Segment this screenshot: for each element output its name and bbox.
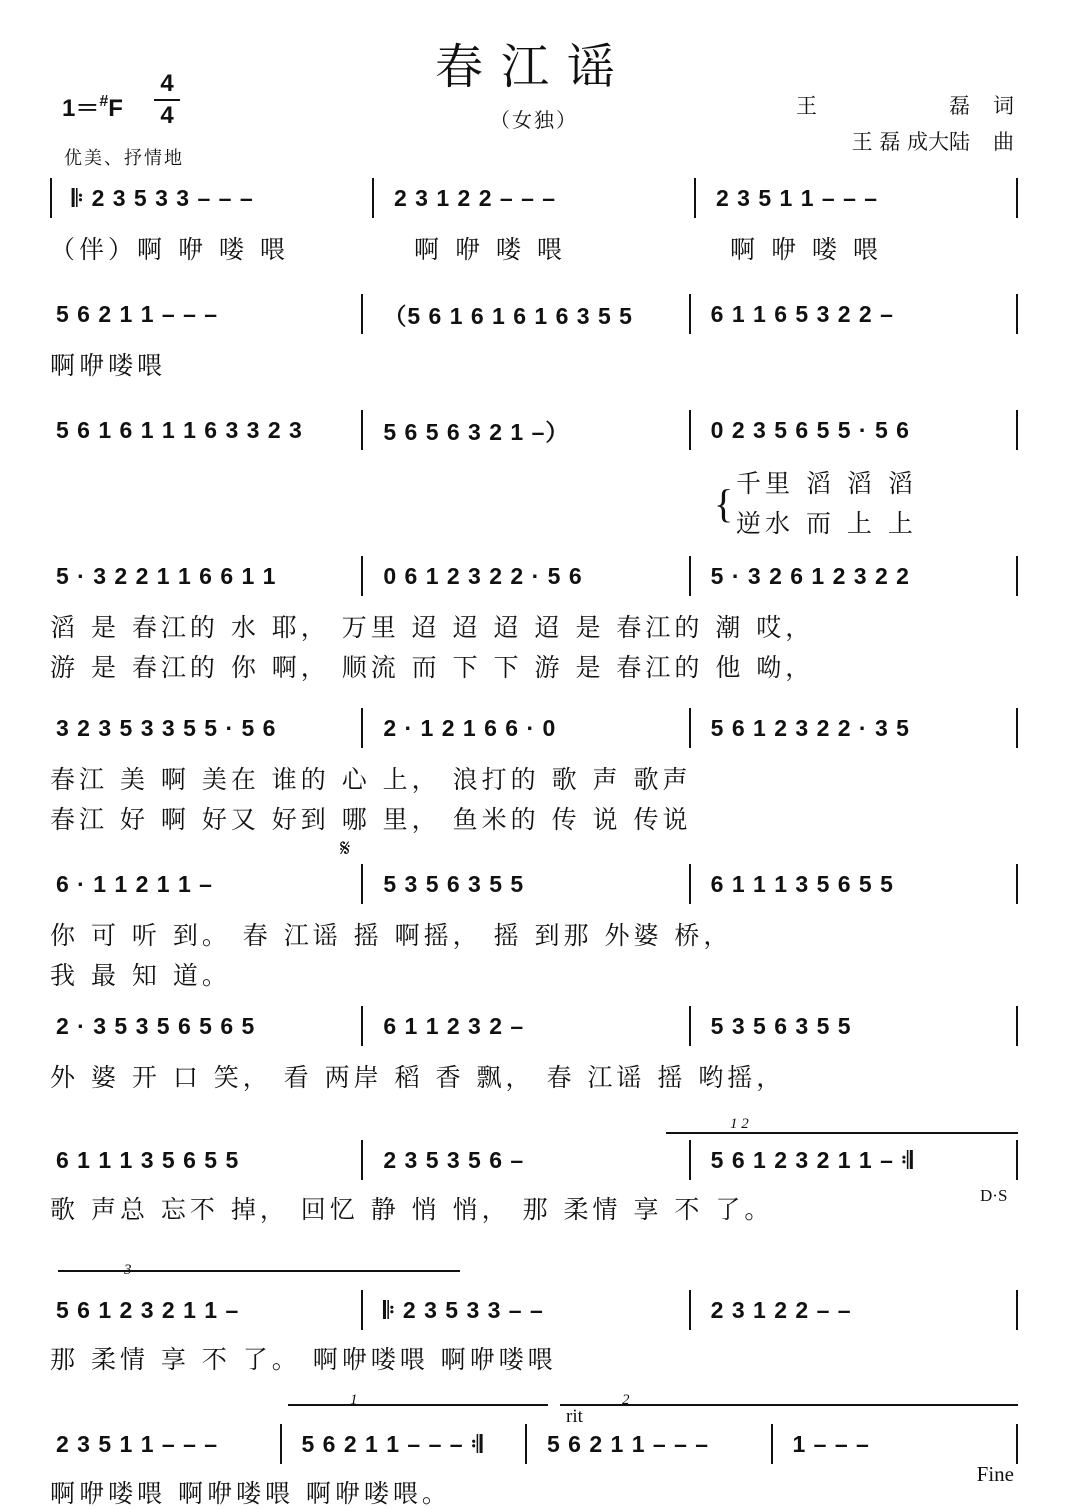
notation-line [50, 292, 1018, 336]
measure: 5 6 5 6 3 2 1 –） [383, 418, 570, 445]
tempo-marking: 优美、抒情地 [64, 148, 184, 169]
measure: 𝄆 2 3 5 3 3 – – [383, 1296, 544, 1323]
barline [689, 410, 691, 450]
barline [525, 1424, 527, 1464]
barline [280, 1424, 282, 1464]
volta-label: 3 [124, 1262, 132, 1278]
lyric-line: 滔 是 春江的 水 耶， 万里 迢 迢 迢 迢 是 春江的 潮 哎， [50, 613, 815, 642]
staff-system-9 [50, 1262, 1018, 1376]
notation-line [50, 554, 1018, 598]
composer-names: 王 磊 成大陆 [851, 130, 970, 154]
volta-bracket-1 [288, 1404, 548, 1406]
key-letter: F [108, 95, 123, 122]
staff-system-1 [50, 176, 1018, 276]
lyric-line: （伴）啊 咿 喽 喂 [50, 235, 289, 264]
notation-line [50, 862, 1018, 906]
notation-line [50, 1138, 1018, 1182]
song-subtitle: （女独） [490, 108, 578, 132]
notation-line [50, 408, 1018, 452]
barline [689, 708, 691, 748]
barline [689, 1140, 691, 1180]
staff-system-10 [50, 1392, 1018, 1508]
lyricist-credit [796, 88, 1014, 124]
lyric-line: 千里 滔 滔 滔 [736, 469, 917, 498]
barline [1016, 1290, 1018, 1330]
measure: 2 · 1 2 1 6 6 · 0 [383, 714, 557, 741]
barline [361, 410, 363, 450]
measure: 𝄆 2 3 5 3 3 – – – [72, 184, 254, 211]
measure: 2 3 5 1 1 – – – [716, 184, 879, 211]
measure: 5 6 1 6 1 1 1 6 3 3 2 3 [56, 416, 303, 443]
staff-system-2 [50, 292, 1018, 392]
key-sharp: # [99, 93, 109, 110]
measure: 2 3 5 3 5 6 – [383, 1146, 525, 1173]
staff-system-6 [50, 836, 1018, 990]
barline [689, 1290, 691, 1330]
barline [361, 1290, 363, 1330]
staff-system-7 [50, 1004, 1018, 1104]
measure: 5 · 3 2 6 1 2 3 2 2 [710, 562, 910, 589]
barline [1016, 1006, 1018, 1046]
barline [1016, 1140, 1018, 1180]
barline [50, 178, 52, 218]
barline [361, 708, 363, 748]
measure: 2 3 1 2 2 – – – [394, 184, 557, 211]
barline [361, 1140, 363, 1180]
lyricist-name-2: 磊 [949, 94, 970, 118]
verse-brace: { [714, 481, 734, 526]
measure: 5 3 5 6 3 5 5 [710, 1012, 852, 1039]
time-signature-bottom: 4 [160, 102, 174, 129]
lyric-line: 歌 声总 忘不 掉， 回忆 静 悄 悄， 那 柔情 享 不 了。 [50, 1195, 774, 1224]
volta-bracket [666, 1132, 1018, 1134]
barline [361, 294, 363, 334]
measure: 3 2 3 5 3 3 5 5 · 5 6 [56, 714, 277, 741]
barline [689, 1006, 691, 1046]
measure: 0 6 1 2 3 2 2 · 5 6 [383, 562, 583, 589]
barline [1016, 410, 1018, 450]
measure: 5 6 2 1 1 – – – [547, 1430, 710, 1457]
measure: 5 6 1 2 3 2 1 1 – 𝄇 [710, 1146, 914, 1173]
volta-label: 1 2 [730, 1116, 749, 1132]
measure: 2 · 3 5 3 5 6 5 6 5 [56, 1012, 256, 1039]
lyric-line: 啊咿喽喂 [50, 351, 167, 380]
notation-line [50, 706, 1018, 750]
staff-system-4 [50, 554, 1018, 684]
measure: 5 6 1 2 3 2 1 1 – [56, 1296, 240, 1323]
measure: 6 1 1 2 3 2 – [383, 1012, 525, 1039]
fine-marking: Fine [976, 1462, 1014, 1486]
barline [1016, 556, 1018, 596]
lyric-line: 逆水 而 上 上 [736, 509, 917, 538]
barline [361, 1006, 363, 1046]
measure: （5 6 1 6 1 6 1 6 3 5 5 [383, 302, 633, 329]
measure: 5 6 1 2 3 2 2 · 3 5 [710, 714, 910, 741]
key-prefix: 1＝ [62, 95, 100, 122]
ritardando-mark: rit [566, 1406, 583, 1427]
measure: 1 – – – [792, 1430, 870, 1457]
measure: 5 6 2 1 1 – – – [56, 300, 219, 327]
song-title: 春江谣 [434, 39, 633, 95]
barline [771, 1424, 773, 1464]
barline [1016, 178, 1018, 218]
lyric-line: 外 婆 开 口 笑， 看 两岸 稻 香 飘， 春 江谣 摇 哟摇， [50, 1063, 786, 1092]
volta-bracket [58, 1270, 460, 1272]
measure: 5 · 3 2 2 1 1 6 6 1 1 [56, 562, 277, 589]
barline [372, 178, 374, 218]
measure: 5 6 2 1 1 – – – 𝄇 [301, 1430, 484, 1457]
volta-label-1: 1 [350, 1392, 358, 1408]
final-barline [1016, 1424, 1018, 1464]
lyric-line: 我 最 知 道。 [50, 961, 231, 990]
barline [689, 556, 691, 596]
measure: 6 1 1 1 3 5 6 5 5 [710, 870, 894, 897]
lyricist-name-1: 王 [796, 94, 817, 118]
measure: 0 2 3 5 6 5 5 · 5 6 [710, 416, 910, 443]
volta-label-2: 2 [622, 1392, 630, 1408]
measure: 2 3 1 2 2 – – [710, 1296, 852, 1323]
notation-line [50, 176, 1018, 220]
time-signature [154, 72, 180, 128]
barline [1016, 864, 1018, 904]
lyricist-role: 词 [993, 94, 1014, 118]
credits [796, 88, 1014, 160]
staff-system-5 [50, 706, 1018, 836]
barline [361, 864, 363, 904]
lyric-line: 啊 咿 喽 喂 [730, 235, 882, 264]
lyric-line: 啊咿喽喂 啊咿喽喂 啊咿喽喂。 [50, 1479, 451, 1508]
composer-credit [796, 124, 1014, 160]
staff-system-3 [50, 408, 1018, 538]
barline [694, 178, 696, 218]
measure: 6 · 1 1 2 1 1 – [56, 870, 213, 897]
barline [689, 864, 691, 904]
staff-system-8 [50, 1116, 1018, 1232]
measure: 6 1 1 1 3 5 6 5 5 [56, 1146, 240, 1173]
notation-line [50, 1288, 1018, 1332]
notation-line [50, 1422, 1018, 1466]
dal-segno-mark: D·S [980, 1186, 1008, 1205]
barline [1016, 294, 1018, 334]
lyric-line: 啊 咿 喽 喂 [414, 235, 566, 264]
barline [689, 294, 691, 334]
composer-role: 曲 [993, 130, 1014, 154]
lyric-line: 游 是 春江的 你 啊， 顺流 而 下 下 游 是 春江的 他 呦， [50, 653, 815, 682]
barline [1016, 708, 1018, 748]
notation-line [50, 1004, 1018, 1048]
key-signature [62, 88, 123, 123]
barline [361, 556, 363, 596]
time-signature-top: 4 [160, 70, 174, 97]
lyric-line: 那 柔情 享 不 了。 啊咿喽喂 啊咿喽喂 [50, 1345, 557, 1374]
lyric-line: 春江 好 啊 好又 好到 哪 里， 鱼米的 传 说 传说 [50, 805, 692, 834]
measure: 5 3 5 6 3 5 5 [383, 870, 525, 897]
segno-sign: 𝄋 [340, 836, 351, 862]
measure: 2 3 5 1 1 – – – [56, 1430, 219, 1457]
lyric-line: 春江 美 啊 美在 谁的 心 上， 浪打的 歌 声 歌声 [50, 765, 692, 794]
measure: 6 1 1 6 5 3 2 2 – [710, 300, 894, 327]
lyric-line: 你 可 听 到。 春 江谣 摇 啊摇， 摇 到那 外婆 桥， [50, 921, 733, 950]
